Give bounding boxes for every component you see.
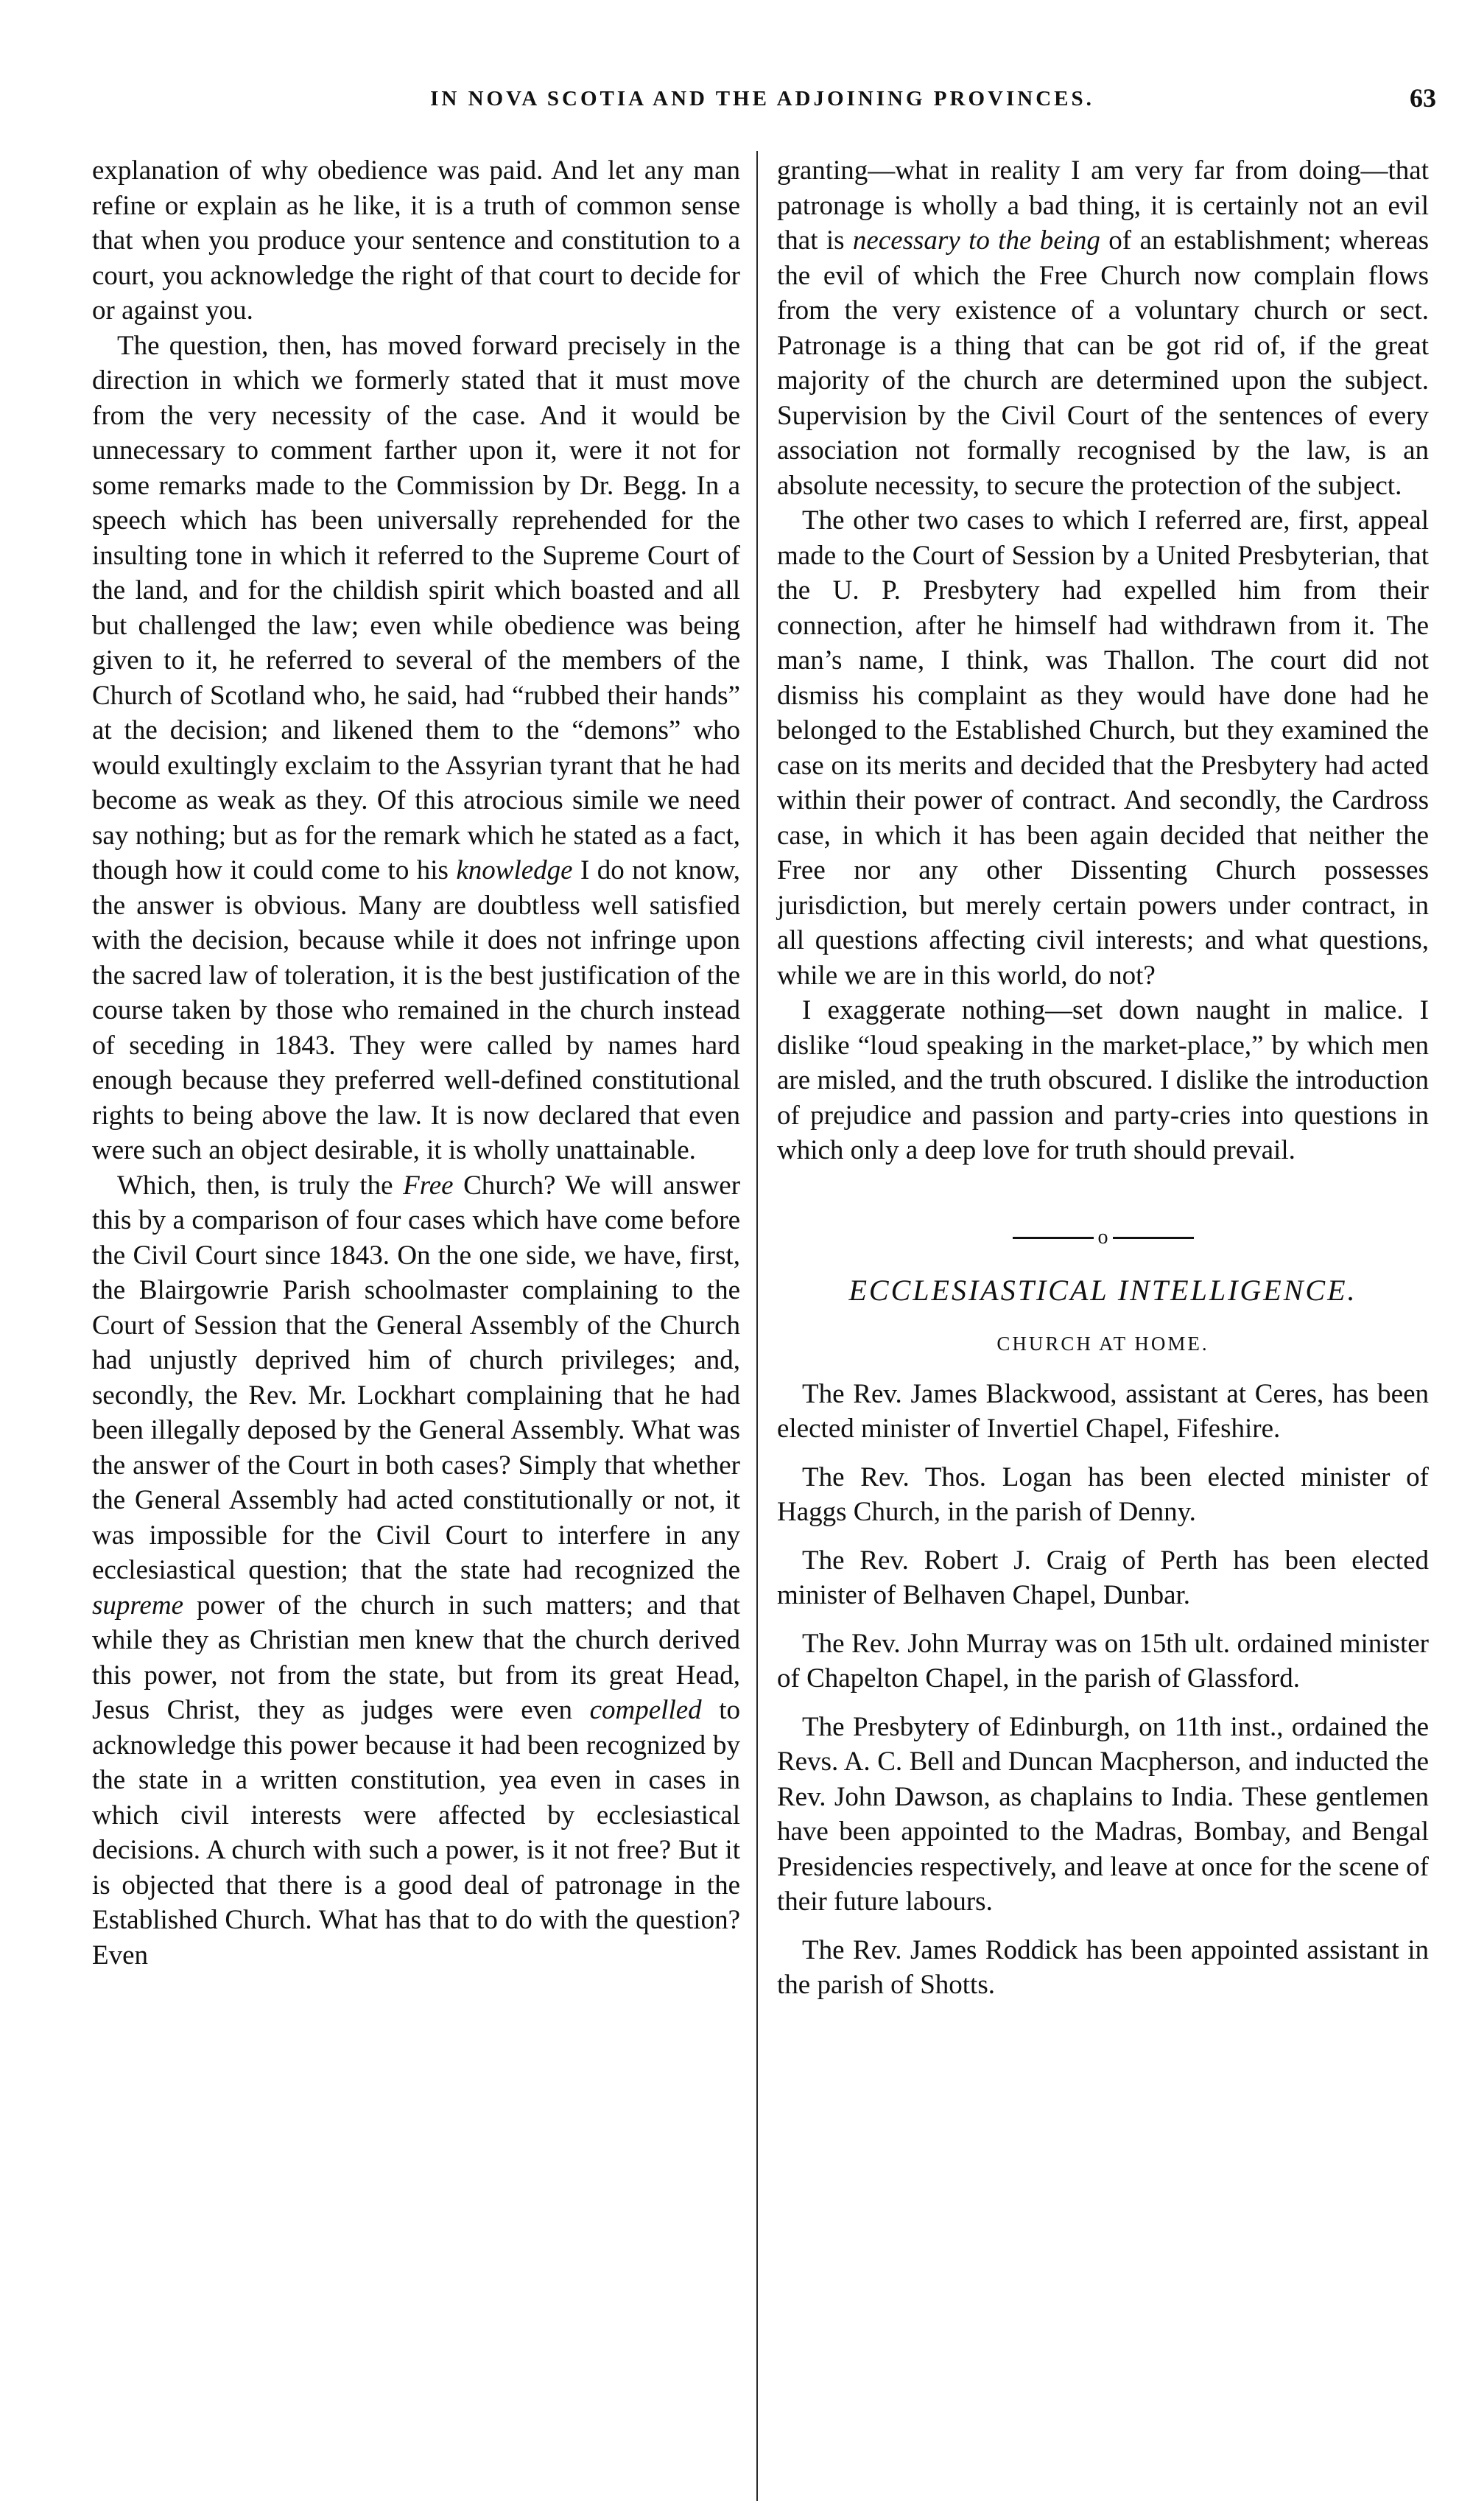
news-item: The Presbytery of Edinburgh, on 11th inst., ordained the Revs. A. C. Bell and Duncan Macpherson, and inducted the Rev. John Dawson, as chaplains to India. These gentlemen have been appointed to the Madras, Bombay, and Bengal Presidencies respectively, and leave at once for the scene of their future labours. (777, 1711, 1429, 1917)
italic-word: knowledge (456, 855, 573, 885)
paragraph-question-moved (92, 329, 740, 1168)
ornament-mark: o (1097, 1226, 1108, 1249)
paragraph-free-church (92, 1168, 740, 1973)
news-item: The Rev. Thos. Logan has been elected minister of Haggs Church, in the parish of Denny. (777, 1461, 1429, 1527)
paragraph-text: The question, then, has moved forward precisely in the direction in which we formerly stated that it must move from the very necessity of the case. And it would be unnecessary to comment farther upon it, were it not for some remarks made to the Commission by Dr. Begg. In a speech which has been universally reprehended for the insulting tone in which it referred to the Supreme Court of the land, and for the childish spirit which boasted and all but challenged the law; even while obedience was being given to it, he referred to several of the members of the Church of Scotland who, he said, had “rubbed their hands” at the decision; and likened them to the “demons” who would exultingly exclaim to the Assyrian tyrant that he had become as weak as they. Of this atrocious simile we need say nothing; but as for the remark which he stated as a fact, though how it could come to his (92, 330, 740, 885)
paragraph-text: to acknowledge this power because it had been recognized by the state in a written constitution, yea even in cases in which civil interests were affected by ecclesiastical decisions. A church with such a power, is it not free? But it is objected that there is a good deal of patronage in the Established Church. What has that to do with the question? Even (92, 1695, 740, 1970)
right-column (777, 153, 1429, 2003)
page-number: 63 (1410, 83, 1436, 113)
italic-word: compelled (589, 1695, 702, 1725)
sub-title: CHURCH AT HOME. (996, 1333, 1209, 1355)
paragraph-text: of an establishment; whereas the evil of which the Free Church now complain flows from the very existence of a voluntary church or sect. Patronage is a thing that can be got rid of, if the great majority of the church are determined upon the subject. Supervision by the Civil Court of the sentences of every association not formally recognised by the law, is an absolute necessity, to secure the protection of the subject. (777, 225, 1429, 501)
left-column (92, 153, 740, 1973)
italic-word: supreme (92, 1590, 183, 1621)
paragraph-explanation: explanation of why obedience was paid. And let any man refine or explain as he like, it is a truth of common sense that when you produce your sentence and constitution to a court, you acknowledge the right of that court to decide for or against you. (92, 155, 740, 326)
paragraph-other-cases: The other two cases to which I referred are, first, appeal made to the Court of Session by a United Presbyterian, that the U. P. Presbytery had expelled him from their connection, after he himself had withdrawn from it. The man’s name, I think, was Thallon. The court did not dismiss his complaint as they would have done had he belonged to the Established Church, but they examined the case on its merits and decided that the Presbytery had acted within their power of contract. And secondly, the Cardross case, in which it has been again decided that neither the Free nor any other Dissenting Church possesses jurisdiction, but merely certain powers under contract, in all questions affecting civil interests; and what questions, while we are in this world, do not? (777, 505, 1429, 991)
italic-word: Free (403, 1170, 454, 1201)
section-ornament (777, 1218, 1429, 1249)
italic-phrase: necessary to the being (852, 225, 1100, 256)
column-divider (756, 151, 758, 2501)
paragraph-text: Which, then, is truly the (117, 1170, 393, 1201)
running-title: IN NOVA SCOTIA AND THE ADJOINING PROVINCES. (430, 87, 1094, 110)
ornament-rule-left (1013, 1237, 1094, 1239)
paragraph-text: Church? We will answer this by a comparison of four cases which have come before the Civil Court since 1843. On the one side, we have, first, the Blairgowrie Parish schoolmaster complaining to the Court of Session that the General Assembly of the Church had unjustly deprived him of church privileges; and, secondly, the Rev. Mr. Lockhart complaining that he had been illegally deposed by the General Assembly. What was the answer of the Court in both cases? Simply that whether the General Assembly had acted constitutionally or not, it was impossible for the Civil Court to interfere in any ecclesiastical question; that the state had recognized the (92, 1170, 741, 1585)
paragraph-text: power of the church in such matters; and that while they as Christian men knew that the church derived this power, not from the state, but from its great Head, Jesus Christ, they as judges were even (92, 1590, 741, 1725)
paragraph-patronage (777, 153, 1429, 503)
paragraph-text: granting—what in reality I am very far from doing—that patronage is wholly a bad thing, it is certainly not an evil that is (777, 155, 1429, 256)
section-title: ECCLESIASTICAL INTELLIGENCE. (848, 1273, 1357, 1307)
news-item: The Rev. Robert J. Craig of Perth has been elected minister of Belhaven Chapel, Dunbar. (777, 1545, 1429, 1610)
paragraph-text: I do not know, the answer is obvious. Many are doubtless well satisfied with the decision, because while it does not infringe upon the sacred law of toleration, it is the best justification of the course taken by those who remained in the church instead of seceding in 1843. They were called by names hard enough because they preferred well-defined constitutional rights to being above the law. It is now declared that even were such an object desirable, it is wholly unattainable. (92, 855, 741, 1165)
paragraph-exaggerate: I exaggerate nothing—set down naught in malice. I dislike “loud speaking in the market-place,” by which men are misled, and the truth obscured. I dislike the introduction of prejudice and passion and party-cries into questions in which only a deep love for truth should prevail. (777, 995, 1429, 1165)
news-item: The Rev. John Murray was on 15th ult. ordained minister of Chapelton Chapel, in the parish of Glassford. (777, 1628, 1429, 1694)
running-head (88, 83, 1436, 131)
news-item: The Rev. James Roddick has been appointed assistant in the parish of Shotts. (777, 1934, 1429, 2000)
news-item: The Rev. James Blackwood, assistant at Ceres, has been elected minister of Invertiel Chapel, Fifeshire. (777, 1378, 1429, 1444)
ornament-rule-right (1113, 1237, 1194, 1239)
